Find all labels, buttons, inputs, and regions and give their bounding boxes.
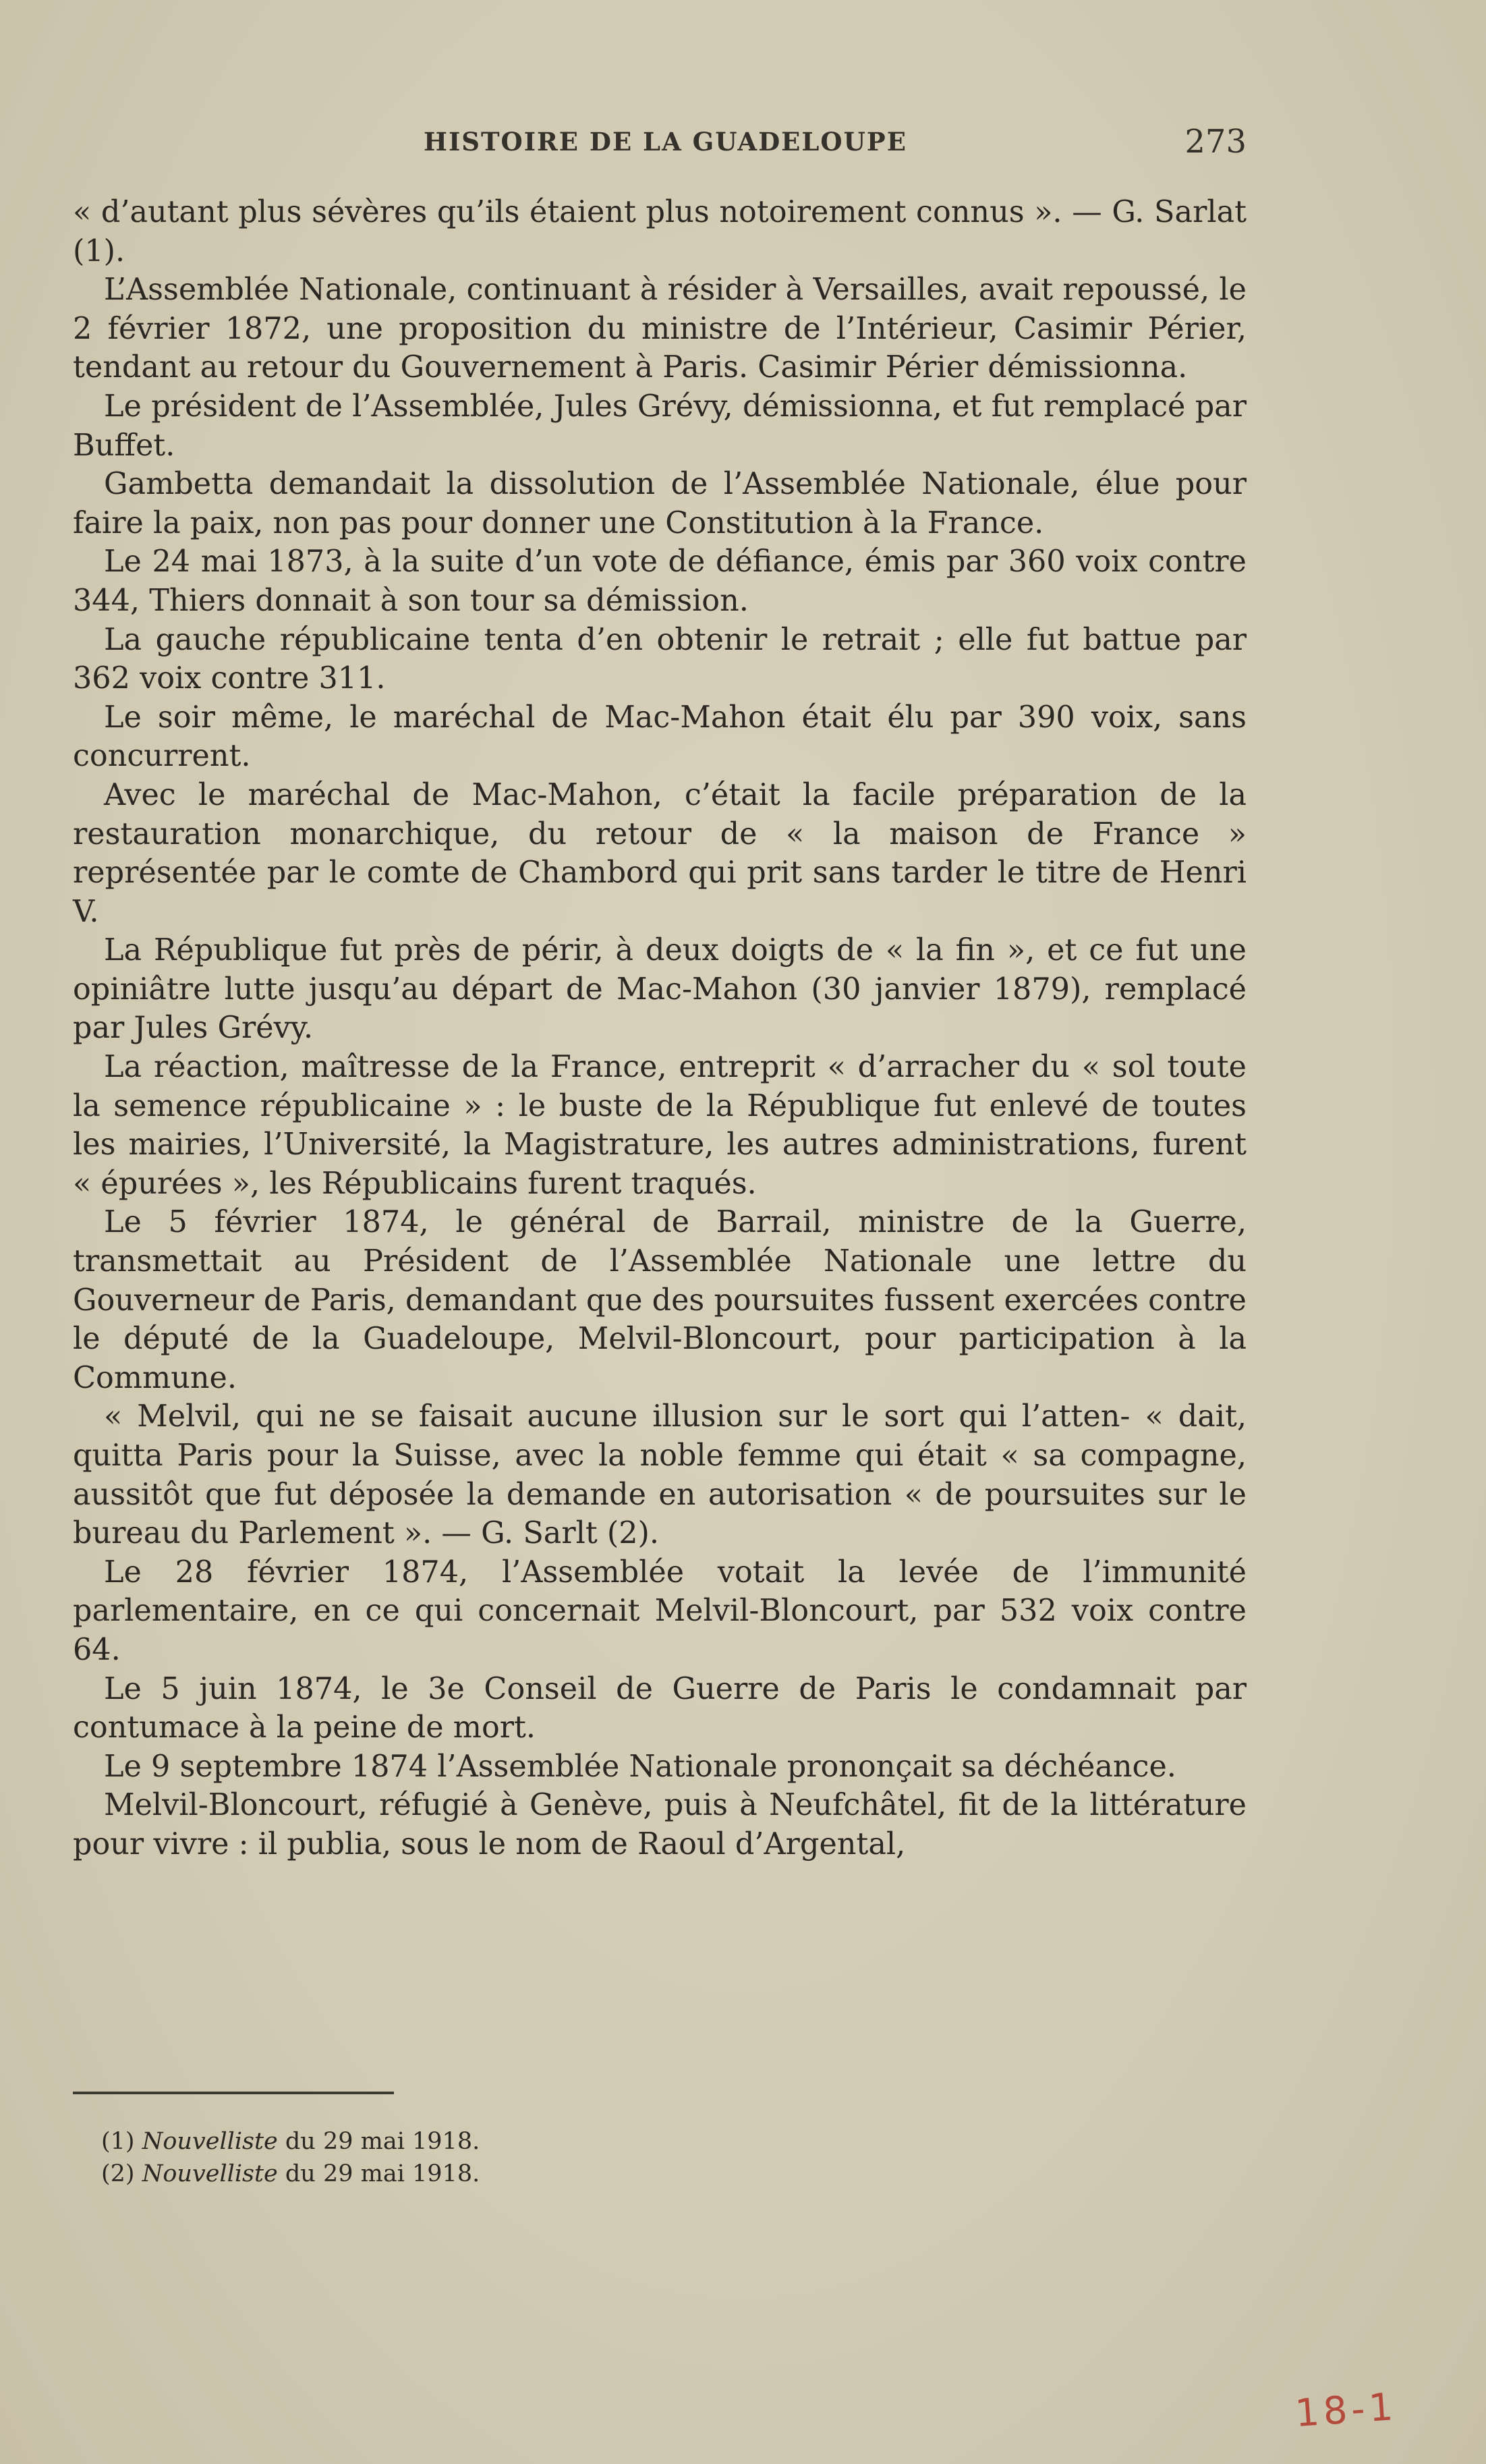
- paragraph: Le soir même, le maréchal de Mac-Mahon était élu par 390 voix, sans concurrent.: [73, 700, 1247, 774]
- running-title: HISTOIRE DE LA GUADELOUPE: [424, 127, 907, 157]
- footnote-number: (1): [101, 2128, 135, 2155]
- page-number: 273: [1184, 123, 1247, 161]
- paragraph: La gauche républicaine tenta d’en obtenir le retrait ; elle fut battue par 362 voix contre 311.: [73, 622, 1247, 696]
- paragraph: La réaction, maîtresse de la France, entreprit « d’arracher du « sol toute la semence républicaine » : le buste de la République fut enlevé de toutes les mairies, l’Université, la Magistrature, les autres administrations, furent « épurées », les Républicains furent traqués.: [73, 1050, 1247, 1201]
- paragraph: Le 5 février 1874, le général de Barrail, ministre de la Guerre, transmettait au Président de l’Assemblée Nationale une lettre du Gouverneur de Paris, demandant que des poursuites fussent exercées contre le député de la Guadeloupe, Melvil-Bloncourt, pour participation à la Commune.: [73, 1205, 1247, 1395]
- footnote-divider: [73, 2092, 394, 2094]
- footnote-number: (2): [101, 2160, 135, 2187]
- paragraph: Le 24 mai 1873, à la suite d’un vote de défiance, émis par 360 voix contre 344, Thiers donnait à son tour sa démission.: [73, 544, 1247, 618]
- footnote-source: Nouvelliste: [142, 2128, 278, 2155]
- paragraph: Avec le maréchal de Mac-Mahon, c’était la facile préparation de la restauration monarchique, du retour de « la maison de France » représentée par le comte de Chambord qui prit sans tarder le titre de Henri V.: [73, 777, 1247, 929]
- paragraph: Le président de l’Assemblée, Jules Grévy, démissionna, et fut remplacé par Buffet.: [73, 389, 1247, 463]
- paragraph: Melvil-Bloncourt, réfugié à Genève, puis à Neufchâtel, fit de la littérature pour vivre : il publia, sous le nom de Raoul d’Argental,: [73, 1788, 1247, 1861]
- paragraph: La République fut près de périr, à deux doigts de « la fin », et ce fut une opiniâtre lutte jusqu’au départ de Mac-Mahon (30 janvier 1879), remplacé par Jules Grévy.: [73, 933, 1247, 1046]
- paragraph: Le 28 février 1874, l’Assemblée votait la levée de l’immunité parlementaire, en ce qui concernait Melvil-Bloncourt, par 532 voix contre 64.: [73, 1555, 1247, 1667]
- footnote-source: Nouvelliste: [142, 2160, 278, 2187]
- paragraph: Le 9 septembre 1874 l’Assemblée Nationale prononçait sa déchéance.: [104, 1749, 1176, 1784]
- paragraph: « Melvil, qui ne se faisait aucune illusion sur le sort qui l’atten- « dait, quitta Paris pour la Suisse, avec la noble femme qui était « sa compagne, aussitôt que fut déposée la demande en autorisation « de poursuites sur le bureau du Parlement ». — G. Sarlt (2).: [73, 1399, 1247, 1551]
- body-text: [73, 193, 1247, 1864]
- footnote: [101, 2125, 1113, 2158]
- footnote: [101, 2158, 1113, 2190]
- paragraph: « d’autant plus sévères qu’ils étaient plus notoirement connus ». — G. Sarlat (1).: [73, 195, 1247, 269]
- handwritten-shelf-mark: 18-1: [1293, 2384, 1399, 2436]
- paragraph: Gambetta demandait la dissolution de l’Assemblée Nationale, élue pour faire la paix, non pas pour donner une Constitution à la France.: [73, 467, 1247, 540]
- paragraph: L’Assemblée Nationale, continuant à résider à Versailles, avait repoussé, le 2 février 1872, une proposition du ministre de l’Intérieur, Casimir Périer, tendant au retour du Gouvernement à Paris. Casimir Périer démissionna.: [73, 273, 1247, 385]
- running-head: [73, 123, 1247, 167]
- footnote-date: du 29 mai 1918.: [285, 2160, 480, 2187]
- footnote-date: du 29 mai 1918.: [285, 2128, 480, 2155]
- paragraph: Le 5 juin 1874, le 3e Conseil de Guerre de Paris le condamnait par contumace à la peine de mort.: [73, 1671, 1247, 1745]
- footnotes: [101, 2125, 1113, 2190]
